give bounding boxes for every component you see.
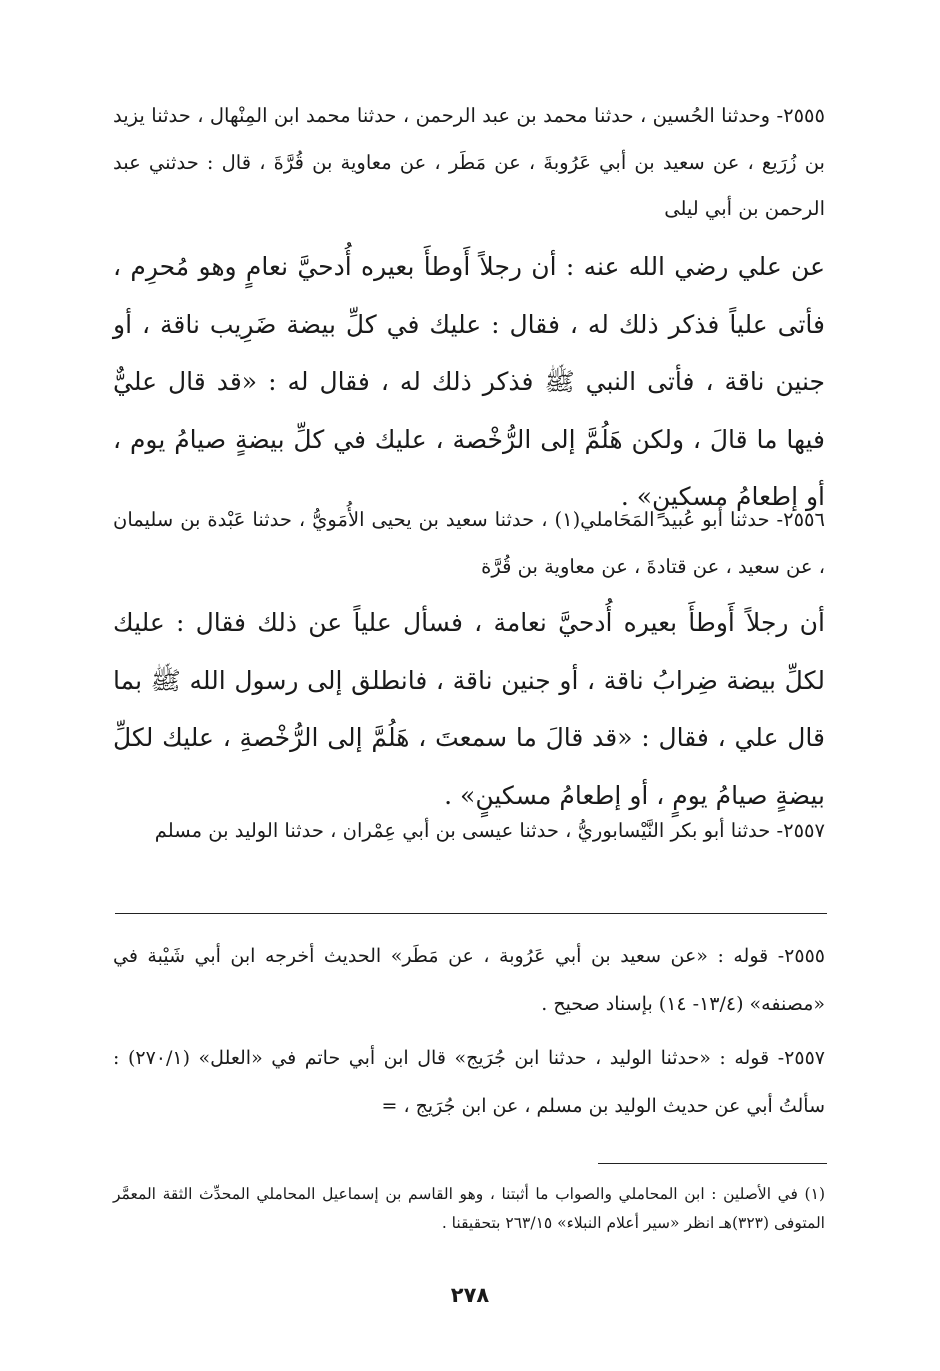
note-2555: ٢٥٥٥- قوله : «عن سعيد بن أبي عَرُوبة ، عن مَطَر» الحديث أخرجه ابن أبي شَيْبة في «مصنفه» (١٣/٤- ١٤) بإسناد صحيح .: [113, 945, 825, 1015]
hadith-2556-matn: أن رجلاً أَوطأَ بعيره أُدحيَّ نعامة ، فسأل علياً عن ذلك فقال : عليك لكلِّ بيضة ضِرابُ ناقة ، أو جنين ناقة ، فانطلق إلى رسول الله ﷺ بما قال علي ، فقال : «قد قالَ ما سمعتَ ، هَلُمَّ إلى الرُّخْصةِ ، عليك لكلِّ بيضةٍ صيامُ يومٍ ، أو إطعامُ مسكينٍ» .: [113, 608, 825, 810]
hadith-2555-isnad: ٢٥٥٥- وحدثنا الحُسين ، حدثنا محمد بن عبد الرحمن ، حدثنا محمد ابن المِنْهال ، حدثنا يزيد بن زُرَيع ، عن سعيد بن أبي عَرُوبةَ ، عن مَطَر ، عن معاوية بن قُرَّةَ ، قال : حدثني عبد الرحمن بن أبي ليلى: [113, 104, 825, 220]
footnote-1: (١) في الأصلين : ابن المحاملي والصواب ما أثبتنا ، وهو القاسم بن إسماعيل المحاملي المحدِّث الثقة المعمَّر المتوفى (٣٢٣)هـ انظر «سير أعلام النبلاء» ٢٦٣/١٥ بتحقيقنا .: [113, 1185, 825, 1232]
footnote-separator: [598, 1163, 827, 1164]
notes-separator: [115, 913, 827, 914]
note-2557: ٢٥٥٧- قوله : «حدثنا الوليد ، حدثنا ابن جُرَيج» قال ابن أبي حاتم في «العلل» (٢٧٠/١) : سألتُ أبي عن حديث الوليد بن مسلم ، عن ابن جُرَيج ، =: [113, 1047, 825, 1117]
hadith-2555-matn: عن علي رضي الله عنه : أن رجلاً أَوطأَ بعيره أُدحيَّ نعامٍ وهو مُحرِم ، فأتى علياً فذكر ذلك له ، فقال : عليك في كلِّ بيضة ضَرِيب ناقة ، أو جنين ناقة ، فأتى النبي ﷺ فذكر ذلك له ، فقال له : «قد قال عليٌّ فيها ما قالَ ، ولكن هَلُمَّ إلى الرُّخْصة ، عليك في كلِّ بيضةٍ صيامُ يوم ، أو إطعامُ مسكينٍ» .: [113, 252, 825, 511]
page-number: ٢٧٨: [450, 1283, 490, 1307]
hadith-2556-isnad: ٢٥٥٦- حدثنا أبو عُبيد المَحَاملي(١) ، حدثنا سعيد بن يحيى الأُمَويُّ ، حدثنا عَبْدة بن سليمان ، عن سعيد ، عن قتادةَ ، عن معاوية بن قُرَّة: [113, 508, 825, 578]
hadith-2557-isnad: ٢٥٥٧- حدثنا أبو بكر النَّيْسابوريُّ ، حدثنا عيسى بن أبي عِمْران ، حدثنا الوليد بن مسلم: [154, 819, 825, 842]
